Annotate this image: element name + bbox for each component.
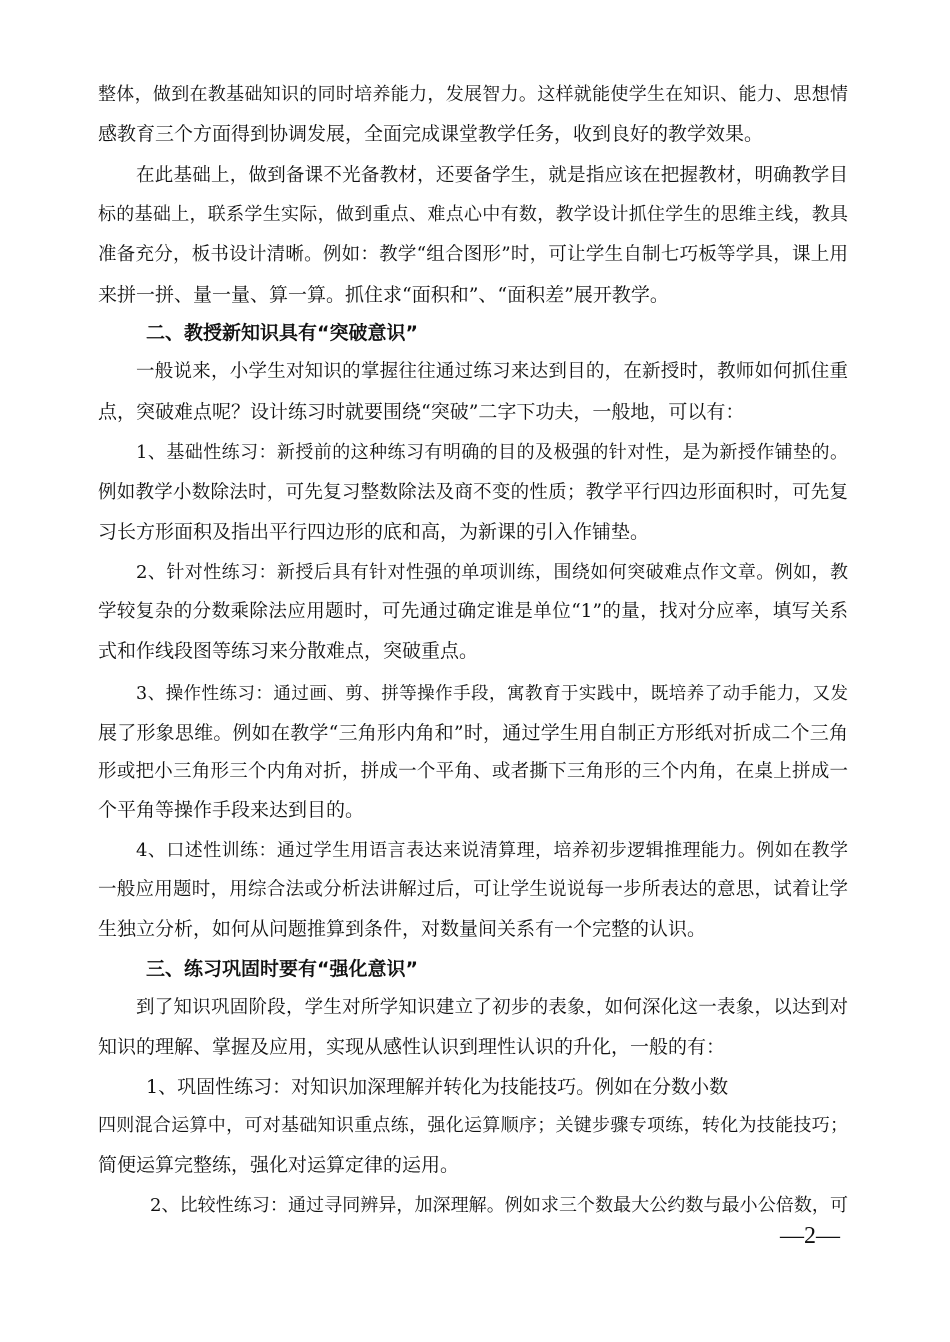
text-line: 1、基础性练习：新授前的这种练习有明确的目的及极强的针对性，是为新授作铺垫的。	[136, 442, 848, 463]
text-line: 整体，做到在教基础知识的同时培养能力，发展智力。这样就能使学生在知识、能力、思想情	[98, 84, 848, 105]
text-line: 3、操作性练习：通过画、剪、拼等操作手段，寓教育于实践中，既培养了动手能力，又发	[136, 684, 848, 704]
text-line: 知识的理解、掌握及应用，实现从感性认识到理性认识的升化，一般的有：	[98, 1036, 726, 1058]
text-line: 例如教学小数除法时，可先复习整数除法及商不变的性质；教学平行四边形面积时，可先复	[98, 482, 848, 503]
text-line: 简便运算完整练，强化对运算定律的运用。	[98, 1154, 460, 1176]
text-line: 个平角等操作手段来达到目的。	[98, 799, 365, 821]
section-heading: 三、练习巩固时要有“强化意识”	[146, 958, 418, 980]
text-line: 一般说来，小学生对知识的掌握往往通过练习来达到目的，在新授时，教师如何抓住重	[136, 361, 848, 382]
text-line: 式和作线段图等练习来分散难点，突破重点。	[98, 640, 479, 662]
text-line: 2、比较性练习：通过寻同辨异，加深理解。例如求三个数最大公约数与最小公倍数，可	[150, 1195, 848, 1216]
text-line: 在此基础上，做到备课不光备教材，还要备学生，就是指应该在把握教材，明确教学目	[136, 165, 848, 186]
text-line: 标的基础上，联系学生实际，做到重点、难点心中有数，教学设计抓住学生的思维主线，教具	[98, 204, 848, 225]
text-line: 2、针对性练习：新授后具有针对性强的单项训练，围绕如何突破难点作文章。例如，教	[136, 562, 848, 583]
text-line: 4、口述性训练：通过学生用语言表达来说清算理，培养初步逻辑推理能力。例如在教学	[136, 840, 848, 861]
text-line: 来拼一拼、量一量、算一算。抓住求“面积和”、“面积差”展开教学。	[98, 284, 669, 306]
text-line: 形或把小三角形三个内角对折，拼成一个平角、或者撕下三角形的三个内角，在桌上拼成一	[98, 761, 848, 782]
page-number: —2—	[780, 1223, 840, 1249]
text-line: 四则混合运算中，可对基础知识重点练，强化运算顺序；关键步骤专项练，转化为技能技巧；	[98, 1115, 848, 1136]
text-line: 点，突破难点呢？设计练习时就要围绕“突破”二字下功夫，一般地，可以有：	[98, 401, 745, 423]
text-line: 准备充分，板书设计清晰。例如：教学“组合图形”时，可让学生自制七巧板等学具，课上用	[98, 244, 848, 265]
text-line: 一般应用题时，用综合法或分析法讲解过后，可让学生说说每一步所表达的意思，试着让学	[98, 879, 848, 900]
text-line: 展了形象思维。例如在教学“三角形内角和”时，通过学生用自制正方形纸对折成二个三角	[98, 722, 848, 744]
text-line: 习长方形面积及指出平行四边形的底和高，为新课的引入作铺垫。	[98, 521, 650, 543]
text-line: 1、巩固性练习：对知识加深理解并转化为技能技巧。例如在分数小数	[146, 1076, 729, 1098]
text-line: 生独立分析，如何从问题推算到条件，对数量间关系有一个完整的认识。	[98, 918, 707, 940]
text-line: 感教育三个方面得到协调发展，全面完成课堂教学任务，收到良好的教学效果。	[98, 123, 764, 145]
section-heading: 二、教授新知识具有“突破意识”	[146, 322, 418, 344]
text-line: 到了知识巩固阶段，学生对所学知识建立了初步的表象，如何深化这一表象，以达到对	[136, 997, 848, 1018]
text-line: 学较复杂的分数乘除法应用题时，可先通过确定谁是单位“1”的量，找对分应率，填写关系	[98, 601, 848, 622]
